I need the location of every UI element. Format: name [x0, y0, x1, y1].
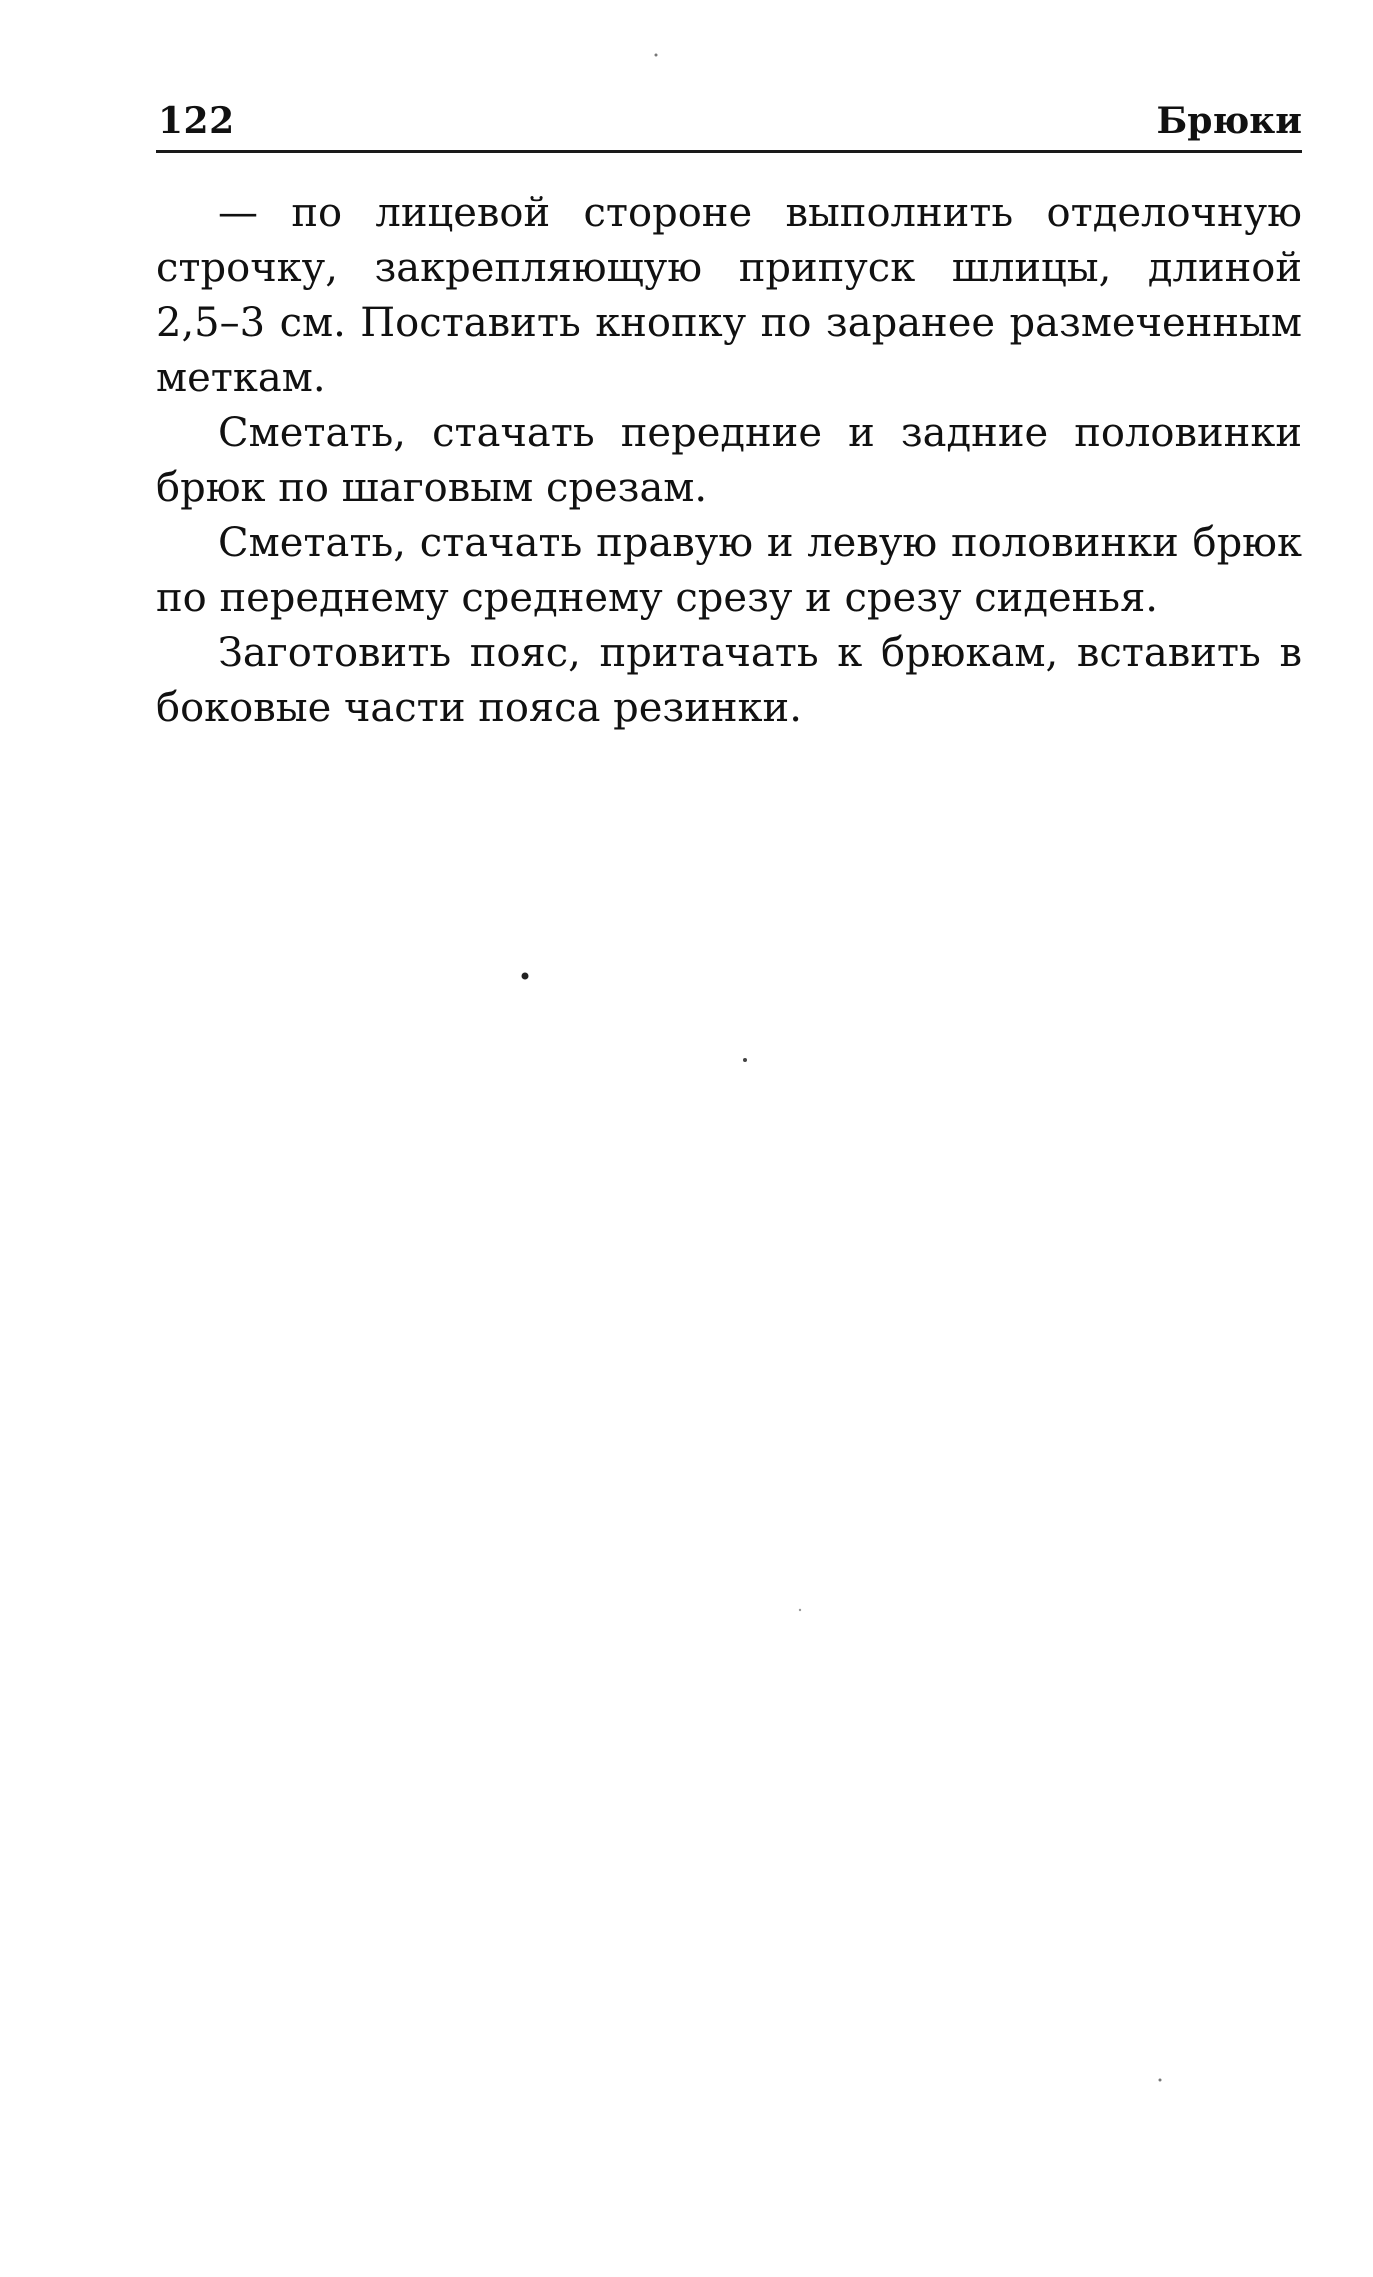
speck	[799, 1609, 801, 1611]
page-header	[156, 98, 1302, 153]
paragraph-1: — по лицевой стороне выполнить отделочную строчку, закрепляющую припуск шлицы, длиной 2,5–3 см. Поставить кнопку по заранее размеченным меткам.	[156, 190, 1302, 401]
paragraph-4: Заготовить пояс, притачать к брюкам, вставить в боковые части пояса резинки.	[156, 630, 1302, 731]
speck	[1159, 2079, 1162, 2082]
running-title: Брюки	[1156, 100, 1302, 142]
paragraph-2: Сметать, стачать передние и задние половинки брюк по шаговым срезам.	[156, 410, 1302, 511]
paragraph-3: Сметать, стачать правую и левую половинки брюк по переднему среднему срезу и срезу сиденья.	[156, 520, 1302, 621]
body-text	[156, 186, 1302, 736]
speck	[522, 973, 529, 980]
page-number: 122	[158, 100, 235, 142]
speck	[743, 1058, 747, 1062]
speck	[655, 54, 658, 57]
